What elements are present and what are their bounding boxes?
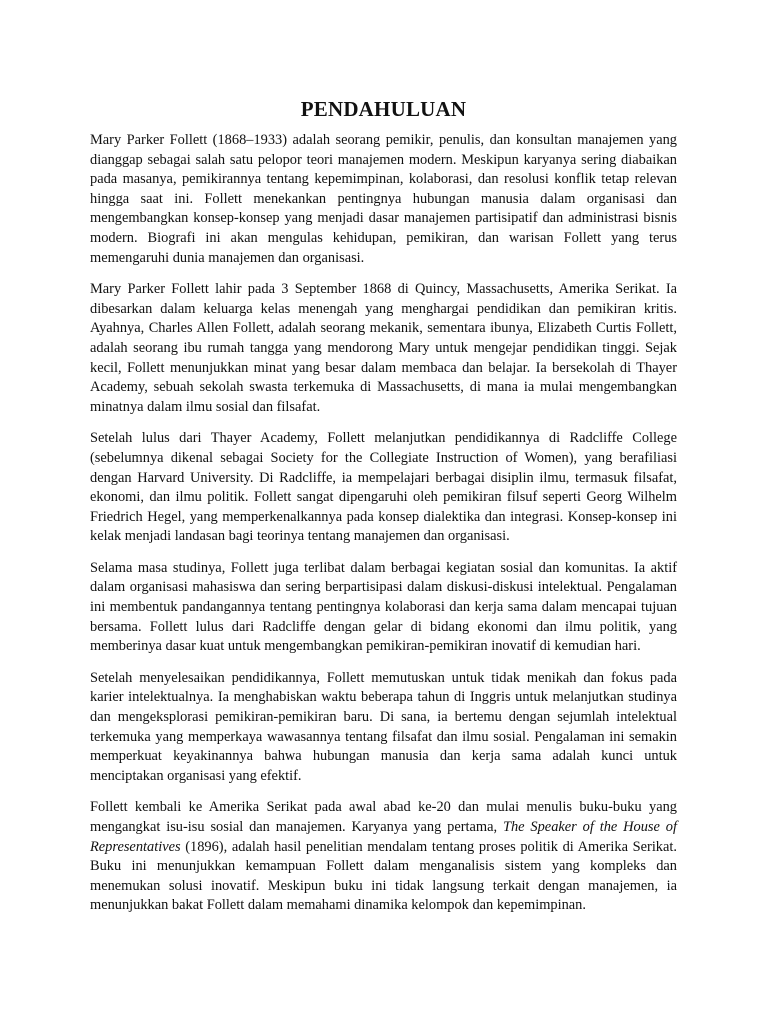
paragraph-introduction: Mary Parker Follett (1868–1933) adalah seorang pemikir, penulis, dan konsultan manajemen yang dianggap sebagai salah satu pelopor teori manajemen modern. Meskipun karyanya sering diabaikan pada masanya, pemikirannya tentang kepemimpinan, kolaborasi, dan resolusi konflik tetap relevan hingga saat ini. Follett menekankan pentingnya hubungan manusia dalam organisasi dan mengembangkan konsep-konsep yang menjadi dasar manajemen partisipatif dan administrasi bisnis modern. Biografi ini akan mengulas kehidupan, pemikiran, dan warisan Follett yang terus memengaruhi dunia manajemen dan organisasi. <box>90 132 677 266</box>
paragraph-text-before: Follett kembali ke Amerika Serikat pada awal abad ke-20 dan mulai menulis buku-buku yang mengangkat isu-isu sosial dan manajemen. Karyanya yang pertama, <box>90 799 677 835</box>
paragraph-first-book <box>90 798 677 916</box>
paragraph-text-after: (1896), adalah hasil penelitian mendalam tentang proses politik di Amerika Serikat. Buku ini menunjukkan kemampuan Follett dalam menganalisis sistem yang kompleks dan menemukan solusi inovatif. Meskipun buku ini tidak langsung terkait dengan manajemen, ia menunjukkan bakat Follett dalam memahami dinamika kelompok dan kepemimpinan. <box>90 838 677 914</box>
paragraph-career-england: Setelah menyelesaikan pendidikannya, Follett memutuskan untuk tidak menikah dan fokus pada karier intelektualnya. Ia menghabiskan waktu beberapa tahun di Inggris untuk melanjutkan studinya dan mengeksplorasi pemikiran-pemikiran baru. Di sana, ia bertemu dengan sejumlah intelektual terkemuka yang memperkaya wawasannya tentang filsafat dan ilmu sosial. Pengalaman ini semakin memperkuat keyakinannya bahwa hubungan manusia dan kerja sama adalah kunci untuk menciptakan organisasi yang efektif. <box>90 669 677 784</box>
paragraph-education: Setelah lulus dari Thayer Academy, Follett melanjutkan pendidikannya di Radcliffe College (sebelumnya dikenal sebagai Society for the Collegiate Instruction of Women), yang berafiliasi dengan Harvard University. Di Radcliffe, ia mempelajari berbagai disiplin ilmu, termasuk filsafat, ekonomi, dan ilmu politik. Follett sangat dipengaruhi oleh pemikiran filsuf seperti Georg Wilhelm Friedrich Hegel, yang memperkenalkannya pada konsep dialektika dan integrasi. Konsep-konsep ini kelak menjadi landasan bagi teorinya tentang manajemen dan organisasi. <box>90 430 677 545</box>
page-title: PENDAHULUAN <box>300 97 467 121</box>
paragraph-student-activities: Selama masa studinya, Follett juga terlibat dalam berbagai kegiatan sosial dan komunitas. Ia aktif dalam organisasi mahasiswa dan sering berpartisipasi dalam diskusi-diskusi intelektual. Pengalaman ini membentuk pandangannya tentang pentingnya kolaborasi dan kerja sama dalam mencapai tujuan bersama. Follett lulus dari Radcliffe dengan gelar di bidang ekonomi dan ilmu politik, yang memberinya dasar kuat untuk mengembangkan pemikiran-pemikiran inovatif di kemudian hari. <box>90 559 677 655</box>
document-page <box>90 96 677 928</box>
book-title: The Speaker of the House of Representatives <box>90 819 677 855</box>
paragraph-early-life: Mary Parker Follett lahir pada 3 September 1868 di Quincy, Massachusetts, Amerika Serikat. Ia dibesarkan dalam keluarga kelas menengah yang menghargai pendidikan dan pemikiran kritis. Ayahnya, Charles Allen Follett, adalah seorang mekanik, sementara ibunya, Elizabeth Curtis Follett, adalah seorang ibu rumah tangga yang mendorong Mary untuk mengejar pendidikan tinggi. Sejak kecil, Follett menunjukkan minat yang besar dalam membaca dan belajar. Ia bersekolah di Thayer Academy, sebuah sekolah swasta terkemuka di Massachusetts, di mana ia mulai mengembangkan minatnya dalam ilmu sosial dan filsafat. <box>90 281 677 415</box>
